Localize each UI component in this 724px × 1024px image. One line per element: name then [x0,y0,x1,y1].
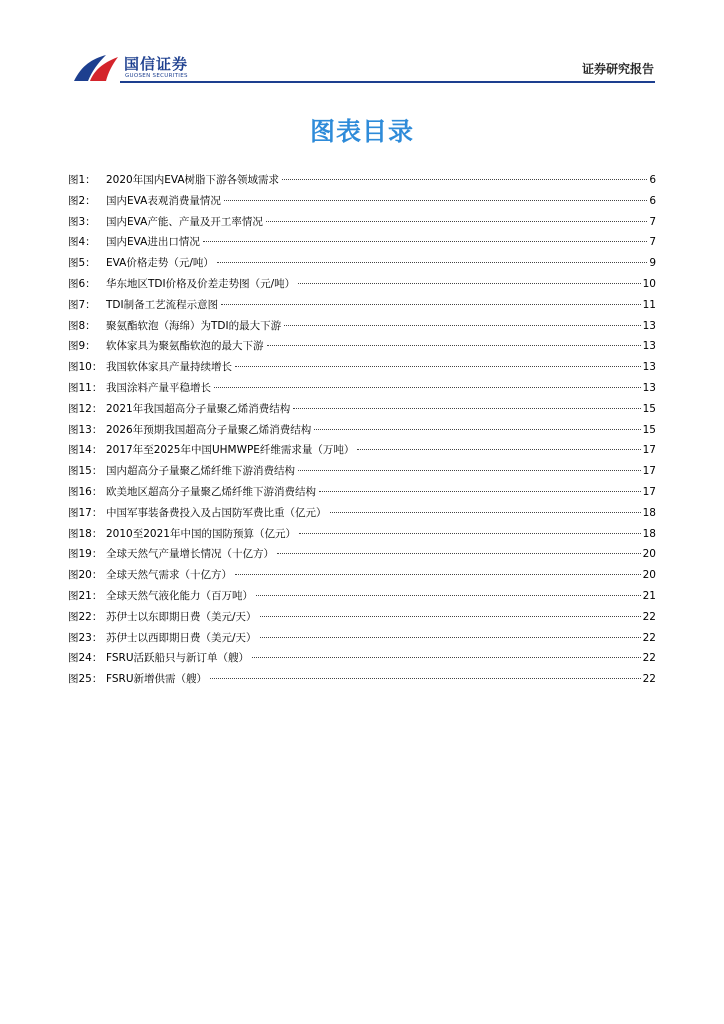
toc-entry-page: 7 [649,236,656,249]
toc-entry-page: 18 [642,506,656,519]
toc-entry-label: 图18： [68,527,103,540]
toc-entry[interactable] [68,232,656,253]
toc-dot-leader [330,512,641,513]
toc-entry-title: 2021年我国超高分子量聚乙烯消费结构 [106,402,291,415]
figure-toc-list [68,170,656,690]
toc-entry-title: 全球天然气液化能力（百万吨） [106,589,253,602]
toc-entry[interactable] [68,440,656,461]
toc-entry-label: 图25： [68,673,103,686]
toc-entry[interactable] [68,648,656,669]
toc-dot-leader [260,637,641,638]
toc-dot-leader [284,325,641,326]
toc-dot-leader [357,449,640,450]
toc-entry-title: 中国军事装备费投入及占国防军费比重（亿元） [106,506,327,519]
toc-dot-leader [235,366,641,367]
toc-entry-page: 9 [649,257,656,270]
toc-entry-label: 图24： [68,652,103,665]
toc-entry[interactable] [68,461,656,482]
toc-entry-page: 13 [642,340,656,353]
toc-entry-label: 图23： [68,631,103,644]
toc-entry-title: 2020年国内EVA树脂下游各领域需求 [106,174,280,186]
toc-entry-title: 国内EVA进出口情况 [106,236,200,249]
toc-entry-page: 17 [642,465,656,478]
toc-entry-label: 图12： [68,402,103,415]
toc-entry-title: FSRU活跃船只与新订单（艘） [106,652,250,665]
toc-dot-leader [260,616,641,617]
toc-entry-page: 6 [649,174,656,186]
toc-entry-page: 20 [642,569,656,582]
toc-dot-leader [314,429,640,430]
toc-entry[interactable] [68,253,656,274]
toc-entry-label: 图15： [68,465,103,478]
toc-entry-page: 6 [649,194,656,207]
toc-entry[interactable] [68,295,656,316]
toc-entry-label: 图5： [68,257,96,270]
toc-dot-leader [267,345,641,346]
toc-entry-title: 欧美地区超高分子量聚乙烯纤维下游消费结构 [106,485,316,498]
header-divider [120,81,655,83]
toc-entry-label: 图14： [68,444,103,457]
toc-entry-label: 图3： [68,215,96,228]
brand-name-english: GUOSEN SECURITIES [125,73,188,79]
toc-entry-page: 22 [642,631,656,644]
toc-entry-label: 图20： [68,569,103,582]
toc-dot-leader [235,574,641,575]
toc-dot-leader [319,491,641,492]
toc-entry[interactable] [68,503,656,524]
toc-dot-leader [221,304,641,305]
toc-entry[interactable] [68,544,656,565]
toc-entry-label: 图13： [68,423,103,436]
page-header [0,0,724,90]
toc-entry-page: 10 [642,277,656,290]
toc-entry[interactable] [68,274,656,295]
toc-entry-label: 图2： [68,194,96,207]
toc-entry-label: 图17： [68,506,103,519]
toc-entry-label: 图6： [68,277,96,290]
toc-dot-leader [298,470,641,471]
guosen-logo-icon [72,51,120,83]
toc-entry-title: 国内超高分子量聚乙烯纤维下游消费结构 [106,465,295,478]
toc-entry-page: 15 [642,423,656,436]
toc-entry-label: 图16： [68,485,103,498]
toc-entry[interactable] [68,607,656,628]
toc-entry-page: 22 [642,652,656,665]
toc-entry[interactable] [68,420,656,441]
toc-entry-page: 18 [642,527,656,540]
toc-entry-title: 苏伊士以西即期日费（美元/天） [106,631,257,644]
toc-entry-title: 华东地区TDI价格及价差走势图（元/吨） [106,277,296,290]
toc-entry[interactable] [68,399,656,420]
toc-entry-page: 15 [642,402,656,415]
toc-entry-title: 聚氨酯软泡（海绵）为TDI的最大下游 [106,319,282,332]
toc-entry[interactable] [68,170,656,191]
toc-entry-page: 11 [642,298,656,311]
toc-entry-title: FSRU新增供需（艘） [106,673,208,686]
toc-entry[interactable] [68,378,656,399]
toc-entry-title: 2017年至2025年中国UHMWPE纤维需求量（万吨） [106,444,355,457]
toc-entry[interactable] [68,565,656,586]
toc-dot-leader [277,553,641,554]
toc-dot-leader [203,241,647,242]
toc-entry[interactable] [68,628,656,649]
toc-entry-page: 21 [642,589,656,602]
toc-dot-leader [293,408,640,409]
toc-dot-leader [266,221,647,222]
toc-entry[interactable] [68,482,656,503]
toc-entry-label: 图9： [68,340,96,353]
toc-entry[interactable] [68,524,656,545]
toc-entry[interactable] [68,316,656,337]
toc-entry-page: 20 [642,548,656,561]
toc-entry-title: 软体家具为聚氨酯软泡的最大下游 [106,340,264,353]
toc-entry-label: 图4： [68,236,96,249]
toc-entry-title: 苏伊士以东即期日费（美元/天） [106,610,257,623]
toc-title: 图表目录 [309,117,414,146]
toc-dot-leader [224,200,647,201]
toc-entry-page: 22 [642,673,656,686]
toc-entry-title: 我国软体家具产量持续增长 [106,361,232,374]
toc-dot-leader [298,283,640,284]
toc-entry-label: 图10： [68,361,103,374]
toc-entry[interactable] [68,191,656,212]
toc-entry-label: 图22： [68,610,103,623]
toc-entry-page: 13 [642,381,656,394]
toc-entry[interactable] [68,586,656,607]
toc-entry-page: 13 [642,361,656,374]
toc-entry-label: 图8： [68,319,96,332]
toc-entry[interactable] [68,357,656,378]
toc-dot-leader [210,678,641,679]
toc-entry-page: 22 [642,610,656,623]
toc-entry-title: 国内EVA表观消费量情况 [106,194,221,207]
toc-entry-title: 全球天然气产量增长情况（十亿方） [106,548,274,561]
toc-dot-leader [217,262,647,263]
toc-dot-leader [299,533,641,534]
toc-entry-page: 7 [649,215,656,228]
brand-name: 国信证券 [124,55,189,73]
toc-dot-leader [214,387,641,388]
toc-dot-leader [282,179,647,180]
toc-entry-page: 17 [642,444,656,457]
toc-dot-leader [252,657,641,658]
toc-entry-title: 2026年预期我国超高分子量聚乙烯消费结构 [106,423,312,436]
toc-entry-label: 图7： [68,298,96,311]
toc-entry[interactable] [68,669,656,690]
toc-entry[interactable] [68,336,656,357]
report-type-label: 证券研究报告 [581,62,654,76]
toc-entry-label: 图21： [68,589,103,602]
toc-entry-title: TDI制备工艺流程示意图 [106,298,219,311]
toc-entry-label: 图19： [68,548,103,561]
toc-entry-label: 图11： [68,381,103,394]
toc-entry-page: 13 [642,319,656,332]
toc-entry-title: 2010至2021年中国的国防预算（亿元） [106,527,296,540]
toc-entry-title: 国内EVA产能、产量及开工率情况 [106,215,263,228]
toc-entry-title: 全球天然气需求（十亿方） [106,569,232,582]
toc-dot-leader [256,595,641,596]
toc-entry-label: 图1： [68,174,96,186]
toc-entry-title: EVA价格走势（元/吨） [106,257,214,270]
toc-entry[interactable] [68,212,656,233]
toc-entry-page: 17 [642,485,656,498]
toc-entry-title: 我国涂料产量平稳增长 [106,381,211,394]
